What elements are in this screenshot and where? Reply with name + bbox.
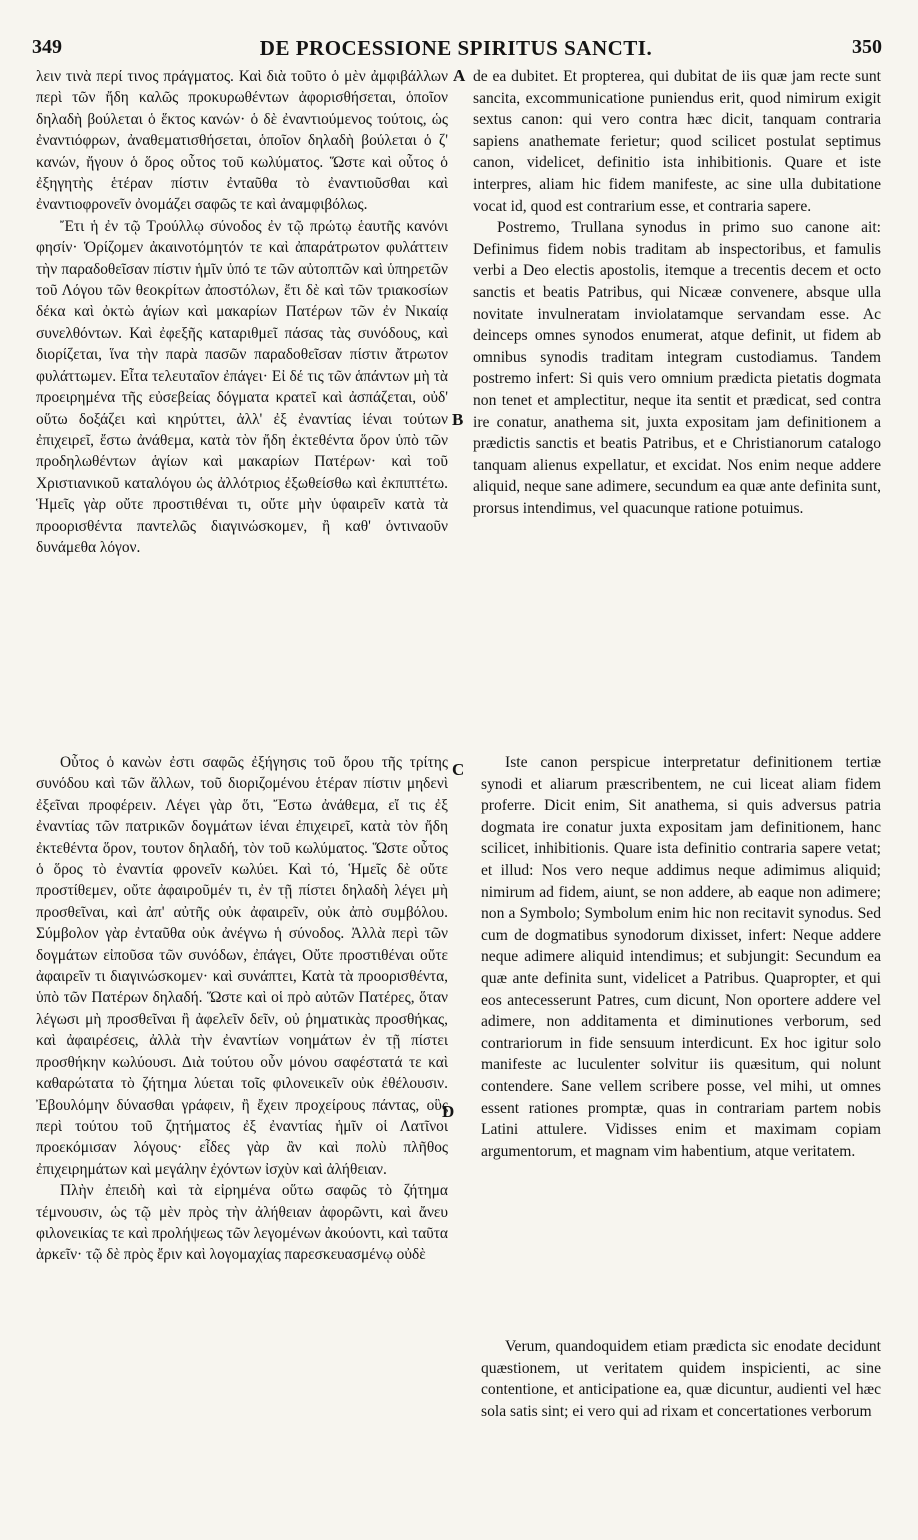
greek-paragraph: Πλὴν ἐπειδὴ καὶ τὰ εἰρημένα οὕτω σαφῶς τὸ ζήτημα τέμνουσιν, ὡς τῷ μὲν πρὸς τὴν ἀλήθειαν ἀφορῶντι, καὶ ἄνευ φιλονεικίας τε καὶ προλήψεως τῶν λεγομένων ἀκούοντι, καὶ ταῦτα ἀρκεῖν· τῷ δὲ πρὸς ἔριν καὶ λογομαχίας παρεσκευασμένῳ οὐδὲ xyxy=(36,1182,448,1264)
page-number-left: 349 xyxy=(32,36,62,58)
running-title: DE PROCESSIONE SPIRITUS SANCTI. xyxy=(259,36,653,60)
greek-column-bottom xyxy=(36,752,448,1266)
greek-paragraph: Ἔτι ἡ ἐν τῷ Τρούλλῳ σύνοδος ἐν τῷ πρώτῳ ἑαυτῆς κανόνι φησίν· Ὁρίζομεν ἀκαινοτόμητόν τε καὶ ἀπαράτρωτον φυλάττειν τὴν παραδοθεῖσαν πίστιν ἡμῖν ὑπό τε τῶν αὐτοπτῶν καὶ ὑπηρετῶν τοῦ Λόγου τῶν θεοκρίτων ἀποστόλων, ἔτι δὲ καὶ τῶν τριακοσίων δέκα καὶ ὀκτὼ ἁγίων καὶ μακαρίων Πατέρων τῶν ἐν Νικαίᾳ συνελθόντων. Καὶ ἐφεξῆς καταριθμεῖ πάσας τὰς συνόδους, καὶ διορίζεται, ἵνα τὴν παρὰ πασῶν παραδοθεῖσαν πίστιν ἄτρωτον φυλάττωμεν. Εἶτα τελευταῖον ἐπάγει· Εἰ δέ τις τῶν ἁπάντων μὴ τὰ προειρημένα τῆς εὐσεβείας δόγματα κρατεῖ καὶ ἀσπάζεται, οὐδ' οὕτω δοξάζει καὶ κηρύττει, ἀλλ' ἐξ ἐναντίας ἰέναι τούτων ἐπιχειρεῖ, ἔστω ἀνάθεμα, κατὰ τὸν ἤδη ἐκτεθέντα ὅρον ὑπὸ τῶν προδηλωθέντων ἁγίων καὶ μακαρίων Πατέρων· καὶ τοῦ Χριστιανικοῦ καταλόγου ὡς ἀλλότριος ἐξωθείσθω καὶ ἐκπιπτέτω. Ἡμεῖς γὰρ οὔτε προστιθέναι τι, οὔτε μὴν ὑφαιρεῖν κατὰ τὰ προορισθέντα παντελῶς διαγινώσκομεν, ἢ καθ' ὁντιναοῦν δυνάμεθα λόγον. xyxy=(36,217,448,556)
section-marker-b: B xyxy=(452,410,464,429)
latin-paragraph: de ea dubitet. Et propterea, qui dubitat de iis quæ jam recte sunt sancita, excommunicatione puniendus erit, quod nimirum exigit sextus canon: qui vero contra hæc dicit, tanquam contraria sapiens anathemate ferietur; quod scilicet postulat septimus canon, videlicet, definitio ista inhibitionis. Quare et iste interpres, aliam hic fidem manifeste, ac sine ulla dubitatione vocat id, quod est contrarium esse, et contraria sapere. xyxy=(473,68,881,215)
latin-column-top xyxy=(473,66,881,519)
section-marker-c: C xyxy=(452,760,465,779)
latin-paragraph: Verum, quandoquidem etiam prædicta sic enodate decidunt quæstionem, ut veritatem quidem inspicienti, ac sine contentione, et anticipatione ea, quæ dicuntur, audienti vel hæc sola satis sint; ei vero qui ad rixam et concertationes verborum xyxy=(481,1338,881,1420)
page-number-right: 350 xyxy=(852,36,882,58)
latin-paragraph: Iste canon perspicue interpretatur definitionem tertiæ synodi et aliarum præscribentem, ne cui liceat aliam fidem proferre. Dicit enim, Sit anathema, si quis adversus patria dogmata ire conatur juxta expositam jam definitionem, hanc scilicet, inhibitionis. Quare ista definitio contraria sapere vetat; et illud: Nos vero neque addimus neque adimimus aliquid; nimirum ad fidem, aiunt, se non addere, ab eaque non adimere; non a Symbolo; Symbolum enim hic non recitavit synodus. Sed cum de dogmatibus synodorum dixisset, infert: Neque addere neque adimere aliquid intendimus; et subjungit: Secundum ea quæ ante definita sunt, videlicet a Patribus. Quapropter, et qui eos antecesserunt Patres, cum dicunt, Non oportere addere vel adimere, non additamenta et diminutiones verborum, sed contrariorum in fide sensuum interdicunt. Ex hoc igitur solo manifeste ac luculenter solvitur iis quæsitum, qui nolunt contendere. Sane vellem scribere posse, vel mihi, ut omnes essent rationes promptæ, quas in contrariam partem nobis Latini attulere. Vidisses enim et maximam copiam argumentorum, et magnam vim habentium, atque veritatem. xyxy=(481,754,881,1160)
greek-paragraph: λειν τινὰ περί τινος πράγματος. Καὶ διὰ τοῦτο ὁ μὲν ἀμφιβάλλων περὶ τῶν ἤδη καλῶς προκυρωθέντων ἀφορισθήσεται, ὁποῖον δηλαδὴ βούλεται ὁ ἕκτος κανών· ὁ δὲ ἐναντιούμενος τούτοις, ὡς ἐναντιόφρων, ἀναθεματισθήσεται, ὁποῖον δηλαδὴ βούλεται ὁ ζ' κανών, ἤγουν ὁ ὅρος οὗτος τοῦ κωλύματος. Ὥστε καὶ οὗτος ὁ ἐξηγητὴς ἑτέραν πίστιν ἐνταῦθα τὸ ἐναντιοῦσθαι καὶ ἐναντιοφρονεῖν ὀνομάζει σαφῶς τε καὶ ἀναμφιβόλως. xyxy=(36,68,448,214)
greek-column-top xyxy=(36,66,448,558)
latin-column-middle xyxy=(481,752,881,1162)
greek-paragraph: Οὗτος ὁ κανὼν ἐστι σαφῶς ἐξήγησις τοῦ ὅρου τῆς τρίτης συνόδου καὶ τῶν ἄλλων, τοῦ διοριζομένου ἑτέραν πίστιν μηδενὶ ἐξεῖναι προφέρειν. Λέγει γὰρ ὅτι, Ἔστω ἀνάθεμα, εἴ τις ἐξ ἐναντίας τῶν πατρικῶν δογμάτων ἰέναι ἐπιχειρεῖ, κατὰ τὸν ἤδη ἐκτεθέντα ὅρον, τουτον δηλαδή, τὸν τοῦ κωλύματος. Ὥστε οὗτος ὁ ὅρος τὸ ἐναντία φρονεῖν κωλύει. Καὶ τό, Ἡμεῖς δὲ οὔτε προστίθεμεν, οὔτε ἀφαιροῦμέν τι, ἐν τῇ πίστει δηλαδὴ λέγει μὴ προσθεῖναι, καὶ ἀπ' αὐτῆς οὐκ ἀφαιρεῖν, οὐκ ἀπὸ συμβόλου. Σύμβολον γὰρ ἐνταῦθα οὐκ ἀνέγνω ἡ σύνοδος. Ἀλλὰ περὶ τῶν δογμάτων εἰποῦσα τῶν συνόδων, ἐπάγει, Οὔτε προστιθέναι οὔτε ἀφαιρεῖν τι διαγινώσκομεν· καὶ συνάπτει, Κατὰ τὰ προορισθέντα, ὑπὸ τῶν Πατέρων δηλαδή. Ὥστε καὶ οἱ πρὸ αὐτῶν Πατέρες, ὅταν λέγωσι μὴ προσθεῖναι ἢ ἀφελεῖν δεῖν, οὐ ῥηματικὰς προσθήκας, καὶ ἀφαιρέσεις, ἀλλὰ τὴν ἐναντίων νοημάτων ἐν τῇ πίστει προσθήκην κωλύουσι. Διὰ τούτου οὖν μόνου σαφέστατά τε καὶ καθαρώτατα τὸ ζήτημα λύεται τοῖς φιλονεικεῖν οὐκ ἐθέλουσιν. Ἐβουλόμην δύνασθαι γράφειν, ἢ ἔχειν προχείρους πάντας, οὓς περὶ τούτου τοῦ ζητήματος ἐξ ἐναντίας ἡμῖν οἱ Λατῖνοι προεκόμισαν λόγους· εἶδες γὰρ ἂν καὶ πολὺ πλῆθος ἐπιχειρημάτων καὶ μεγάλην ἐχόντων ἰσχὺν καὶ ἀλήθειαν. xyxy=(36,754,448,1178)
page-header xyxy=(30,32,882,64)
latin-paragraph: Postremo, Trullana synodus in primo suo canone ait: Definimus fidem nobis traditam ab inspectoribus, et famulis verbi a Deo electis apostolis, itemque a trecentis decem et octo sanctis et beatis Patribus, qui Nicææ convenere, absque ulla novitate invulneratam inviolatamque servandam esse. Ac deinceps omnes synodos enumerat, atque definit, ut fidem ab omnibus synodis traditam integram custodiamus. Tandem postremo infert: Si quis vero omnium prædicta pietatis dogmata non tenet et amplectitur, neque ita sentit et prædicat, sed contra ire conatur, anathema sit, juxta expositam jam definitionem a prædictis sanctis et beatis Patribus, et e Christianorum catalogo tanquam alienus expellatur, et excidat. Nos enim neque addere aliquid, neque sane adimere, secundum ea quæ ante definita sunt, prorsus intendimus, vel quacunque ratione potuimus. xyxy=(473,219,881,517)
section-marker-a: A xyxy=(453,66,466,85)
latin-column-bottom xyxy=(481,1336,881,1422)
section-marker-d: D xyxy=(442,1102,455,1121)
